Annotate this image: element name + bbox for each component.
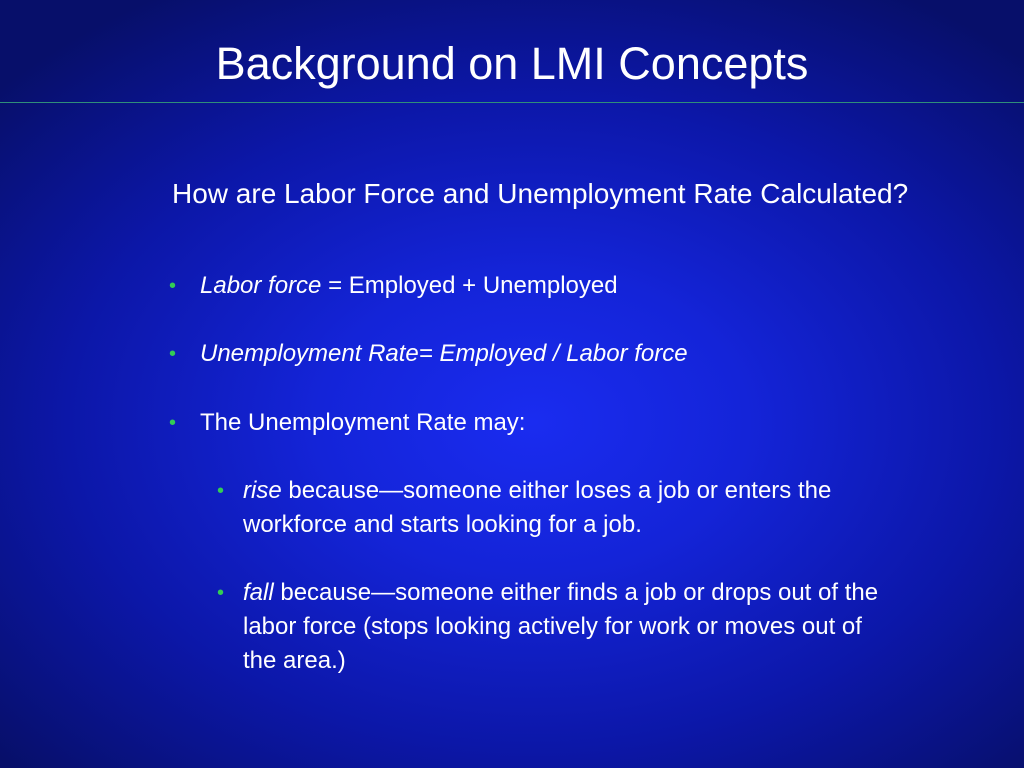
bullet-unemployment-rate — [169, 337, 900, 371]
sub-bullet-text: because—someone either finds a job or drops out of the labor force (stops looking actively for work or moves out of the area.) — [243, 579, 879, 674]
bullet-marker-icon: • — [169, 412, 177, 434]
bullet-text: The Unemployment Rate may: — [200, 409, 526, 436]
sub-bullet-text: because—someone either loses a job or enters the workforce and starts looking for a job. — [243, 477, 832, 538]
title-divider — [0, 102, 1024, 103]
bullet-text: = Employed + Unemployed — [321, 272, 618, 299]
sub-bullet-fall — [217, 576, 883, 678]
sub-bullet-rise — [217, 474, 883, 542]
sub-bullet-italic-text: fall — [243, 579, 274, 606]
bullet-marker-icon: • — [217, 480, 225, 502]
bullet-labor-force — [169, 269, 900, 303]
bullet-rate-may — [169, 406, 900, 440]
bullet-marker-icon: • — [169, 275, 177, 297]
bullet-marker-icon: • — [169, 343, 177, 365]
bullet-italic-text: Labor force — [200, 272, 322, 299]
bullet-italic-text: Unemployment Rate= Employed / Labor force — [200, 340, 688, 367]
bullet-marker-icon: • — [217, 582, 225, 604]
slide-title: Background on LMI Concepts — [215, 38, 809, 89]
sub-bullet-italic-text: rise — [243, 477, 282, 504]
slide-subtitle: How are Labor Force and Unemployment Rate Calculated? — [172, 178, 909, 209]
